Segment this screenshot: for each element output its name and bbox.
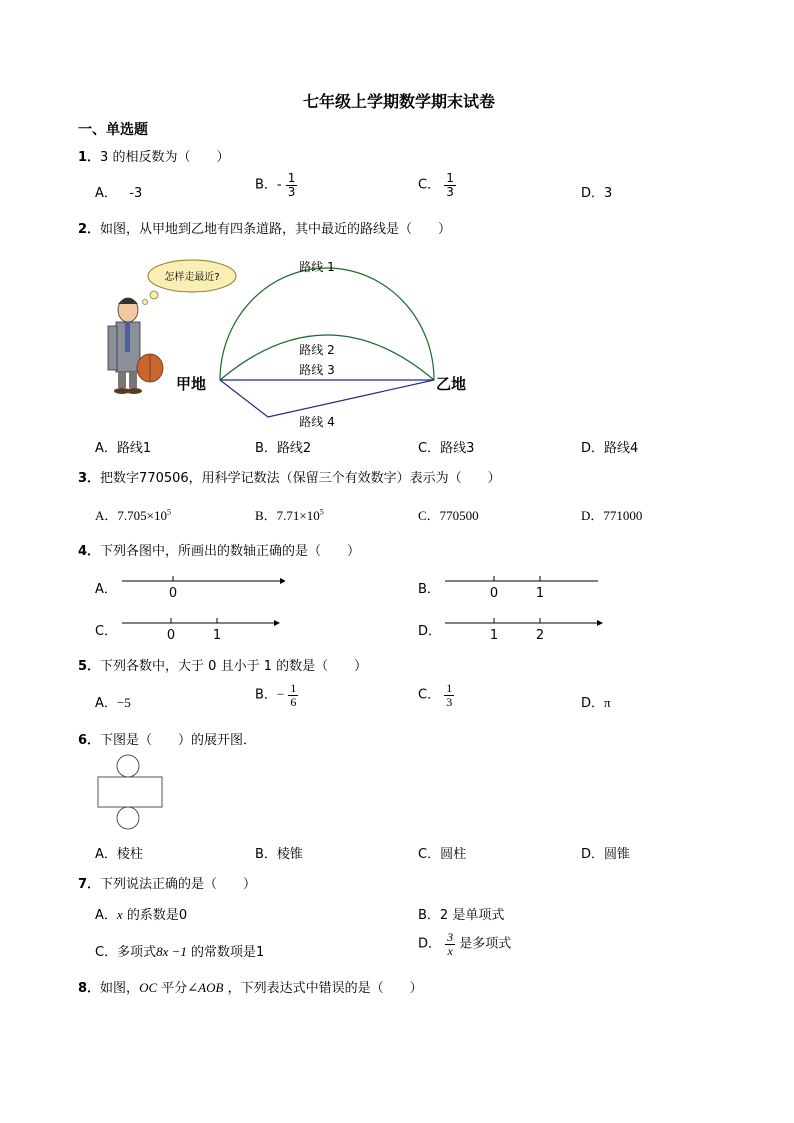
q7-option-a[interactable]: A．x 的系数是0 [95,907,188,923]
q1-option-a[interactable]: A． -3 [95,186,143,201]
question-text: 下图是（ ）的展开图． [100,733,257,748]
question-number: 7． [78,877,101,892]
route-2-label: 路线 2 [299,343,335,357]
question-number: 1． [78,150,101,165]
q4-option-d[interactable]: D． [418,624,442,639]
question-5 [78,655,367,674]
question-number: 8． [78,981,101,996]
question-number: 2． [78,222,101,237]
question-text: 下列各图中，所画出的数轴正确的是（ ） [100,544,361,559]
tick-label: 1 [212,628,222,643]
number-line-a [120,572,285,602]
tick-label: 0 [489,586,499,601]
q6-option-a[interactable]: A．棱柱 [95,847,143,862]
question-text: 下列各数中，大于 0 且小于 1 的数是（ ） [100,659,368,674]
q2-option-b[interactable]: B．路线2 [255,441,312,456]
q7-option-d[interactable]: D． $\frac{3}{x}$ 是多项式 [418,930,512,958]
route-4-label: 路线 4 [299,415,335,429]
section-heading: 一、单选题 [78,122,148,138]
number-line-b [443,572,603,602]
question-2 [78,218,451,237]
tick-label: 0 [168,586,178,601]
question-text: 把数字770506，用科学记数法（保留三个有效数字）表示为（ ） [100,471,501,486]
fraction: $\frac{1}{3}$ [287,171,296,199]
q6-option-d[interactable]: D．圆锥 [581,847,631,862]
question-6 [78,729,256,748]
q2-option-d[interactable]: D．路线4 [581,441,639,456]
place-b-label: 乙地 [436,375,467,393]
q6-option-c[interactable]: C．圆柱 [418,847,467,862]
q2-option-c[interactable]: C．路线3 [418,441,475,456]
q1-option-b[interactable]: B．- $\frac{1}{3}$ [255,171,296,199]
question-text: 下列说法正确的是（ ） [100,877,257,892]
q4-option-a[interactable]: A． [95,582,117,597]
q4-option-b[interactable]: B． [418,582,440,597]
routes-figure [100,250,480,435]
q3-option-b[interactable]: B．$7.71\times 10^5$ [255,507,324,523]
fraction: $\frac{1}{6}$ [290,681,297,709]
q5-option-b[interactable]: B．− $\frac{1}{6}$ [255,681,297,709]
page-title: 七年级上学期数学期末试卷 [303,92,496,111]
tick-label: 1 [489,628,499,643]
route-4-line [220,380,434,417]
person-illustration [108,298,163,394]
tick-label: 0 [166,628,176,643]
question-8: 8．如图，OC 平分∠AOB ，下列表达式中错误的是（ ） [78,980,423,996]
tick-label: 1 [535,586,545,601]
question-1 [78,146,229,165]
q5-option-a[interactable]: A．−5 [95,695,131,711]
q3-option-a[interactable]: A．$7.705\times 10^5$ [95,507,171,523]
question-number: 4． [78,544,101,559]
q7-option-c[interactable]: C．多项式8x −1 的常数项是1 [95,944,265,960]
route-1-label: 路线 1 [299,260,335,274]
fraction: $\frac{1}{3}$ [446,171,454,199]
q6-option-b[interactable]: B．棱锥 [255,847,303,862]
bubble-text: 怎样走最近? [164,272,220,283]
q5-option-c[interactable]: C． $\frac{1}{3}$ [418,681,453,709]
q4-option-c[interactable]: C． [95,624,118,639]
q2-option-a[interactable]: A．路线1 [95,441,152,456]
q3-option-c[interactable]: C．770500 [418,508,479,523]
fraction: $\frac{1}{3}$ [446,681,453,709]
question-text: 如图，从甲地到乙地有四条道路，其中最近的路线是（ ） [100,222,452,237]
number-line-c [120,614,282,644]
q5-option-d[interactable]: D．π [581,695,611,711]
question-number: 3． [78,471,101,486]
fraction: $\frac{3}{x}$ [447,930,454,958]
question-text: 3 的相反数为（ ） [100,150,230,165]
route-3-label: 路线 3 [299,363,335,377]
q1-option-c[interactable]: C． $\frac{1}{3}$ [418,171,454,199]
q3-option-d[interactable]: D．771000 [581,508,643,523]
number-line-d [443,614,605,644]
question-number: 6． [78,733,101,748]
tick-label: 2 [535,628,545,643]
question-7 [78,873,256,892]
question-4 [78,540,360,559]
q7-option-b[interactable]: B．2 是单项式 [418,908,505,923]
question-3 [78,467,501,486]
question-number: 5． [78,659,101,674]
q1-option-d[interactable]: D．3 [581,186,613,201]
cylinder-net-figure [95,753,167,833]
place-a-label: 甲地 [176,375,207,393]
